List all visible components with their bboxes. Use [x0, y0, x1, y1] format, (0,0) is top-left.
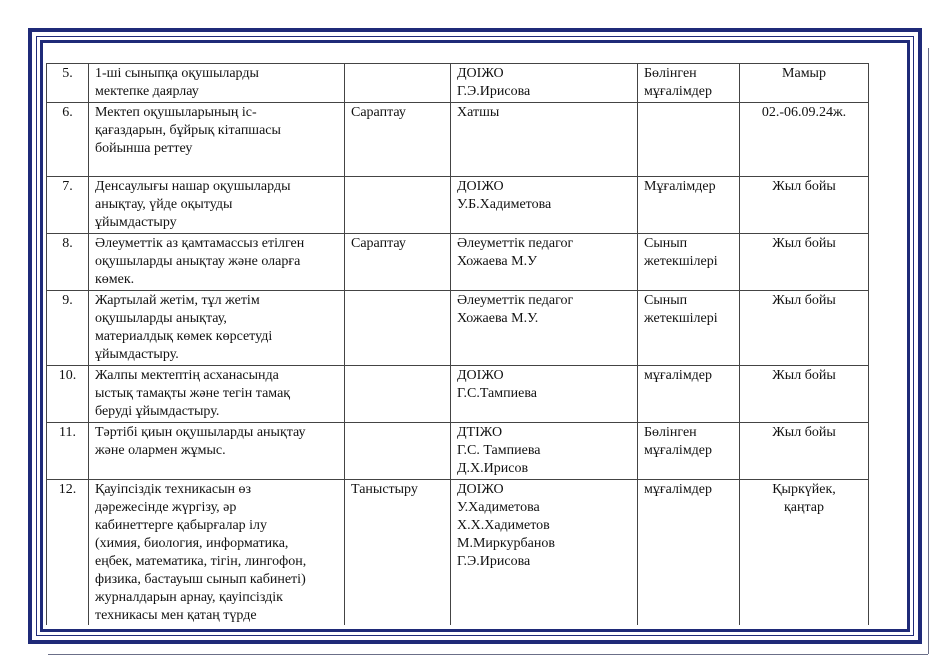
executors-cell-line: Бөлінген: [644, 66, 697, 81]
term-cell: [740, 64, 869, 103]
responsible-cell-line: Хожаева М.У: [457, 254, 537, 269]
executors-cell-line: Сынып: [644, 236, 688, 251]
task-cell-line: дәрежесінде жүргізу, әр: [95, 500, 237, 515]
task-cell-line: журналдарын арнау, қауіпсіздік: [95, 590, 283, 605]
executors-cell-line: мұғалімдер: [644, 368, 713, 383]
row-number: 8.: [47, 234, 89, 291]
table-viewport: [46, 63, 870, 625]
term-cell: [740, 423, 869, 480]
executors-cell-line: Сынып: [644, 293, 688, 308]
task-cell-line: оқушыларды анықтау,: [95, 311, 227, 326]
table-row: [47, 177, 869, 234]
task-cell-line: материалдық көмек көрсетуді: [95, 329, 273, 344]
responsible-cell-line: Г.С.Тампиева: [457, 386, 537, 401]
table-row: [47, 423, 869, 480]
row-number: 12.: [47, 480, 89, 626]
executors-cell-line: мұғалімдер: [644, 482, 713, 497]
task-cell-line: (химия, биология, информатика,: [95, 536, 289, 551]
executors-cell: [638, 234, 740, 291]
task-cell-line: оқушыларды анықтау және оларға: [95, 254, 301, 269]
responsible-cell: [451, 423, 638, 480]
task-cell-line: Әлеуметтік аз қамтамассыз етілген: [95, 236, 305, 251]
responsible-cell-line: Әлеуметтік педагог: [457, 236, 574, 251]
responsible-cell-line: Г.Э.Ирисова: [457, 84, 531, 99]
responsible-cell-line: М.Миркурбанов: [457, 536, 555, 551]
table-row: [47, 103, 869, 177]
table-row: [47, 480, 869, 626]
responsible-cell-line: У.Хадиметова: [457, 500, 540, 515]
table-row: [47, 291, 869, 366]
table-row: [47, 366, 869, 423]
responsible-cell-line: Д.Х.Ирисов: [457, 461, 529, 476]
term-cell: [740, 291, 869, 366]
task-cell-line: Жартылай жетім, тұл жетім: [95, 293, 260, 308]
row-number: 9.: [47, 291, 89, 366]
executors-cell: [638, 480, 740, 626]
responsible-cell-line: Г.С. Тампиева: [457, 443, 541, 458]
task-cell: [89, 423, 345, 480]
responsible-cell: [451, 291, 638, 366]
responsible-cell-line: Г.Э.Ирисова: [457, 554, 531, 569]
term-cell: [740, 234, 869, 291]
responsible-cell-line: Хожаева М.У.: [457, 311, 539, 326]
form-cell: Сараптау: [345, 103, 451, 177]
task-cell-line: беруді ұйымдастыру.: [95, 404, 220, 419]
work-plan-table: [46, 63, 869, 625]
table-row: [47, 64, 869, 103]
task-cell-line: 1-ші сыныпқа оқушыларды: [95, 66, 259, 81]
form-cell: Сараптау: [345, 234, 451, 291]
responsible-cell: [451, 64, 638, 103]
task-cell-line: Мектеп оқушыларының іс-: [95, 105, 257, 120]
executors-cell-line: жетекшілері: [644, 254, 718, 269]
task-cell-line: ыстық тамақты және тегін тамақ: [95, 386, 291, 401]
row-number: 5.: [47, 64, 89, 103]
responsible-cell-line: Әлеуметтік педагог: [457, 293, 574, 308]
responsible-cell-line: ДОІЖО: [457, 66, 504, 81]
executors-cell-line: жетекшілері: [644, 311, 718, 326]
row-number: 6.: [47, 103, 89, 177]
executors-cell: [638, 291, 740, 366]
term-cell: [740, 103, 869, 177]
term-cell-line: Жыл бойы: [772, 425, 836, 440]
executors-cell: [638, 177, 740, 234]
executors-cell: [638, 103, 740, 177]
responsible-cell-line: У.Б.Хадиметова: [457, 197, 552, 212]
responsible-cell: [451, 480, 638, 626]
form-cell: [345, 177, 451, 234]
form-cell: [345, 64, 451, 103]
executors-cell-line: мұғалімдер: [644, 84, 713, 99]
executors-cell: [638, 64, 740, 103]
task-cell: [89, 234, 345, 291]
page-border-bottom-line: [48, 654, 928, 655]
task-cell-line: қағаздарын, бұйрық кітапшасы: [95, 123, 281, 138]
task-cell-line: Денсаулығы нашар оқушыларды: [95, 179, 291, 194]
term-cell-line: қаңтар: [783, 500, 824, 515]
task-cell-line: мектепке даярлау: [95, 84, 199, 99]
task-cell: [89, 64, 345, 103]
task-cell-line: ұйымдастыру: [95, 215, 177, 230]
term-cell-line: Мамыр: [782, 66, 826, 81]
term-cell-line: Қыркүйек,: [772, 482, 836, 497]
task-cell-line: еңбек, математика, тігін, лингофон,: [95, 554, 307, 569]
term-cell-line: 02.-06.09.24ж.: [761, 105, 847, 120]
table-row: [47, 234, 869, 291]
task-cell-line: техникасы мен қатаң түрде: [95, 608, 257, 623]
executors-cell: [638, 366, 740, 423]
form-cell: [345, 423, 451, 480]
form-cell: Таныстыру: [345, 480, 451, 626]
task-cell: [89, 480, 345, 626]
responsible-cell: [451, 366, 638, 423]
term-cell-line: Жыл бойы: [772, 236, 836, 251]
task-cell-line: және олармен жұмыс.: [95, 443, 226, 458]
row-number: 7.: [47, 177, 89, 234]
responsible-cell-line: Х.Х.Хадиметов: [457, 518, 550, 533]
term-cell: [740, 480, 869, 626]
responsible-cell: [451, 177, 638, 234]
executors-cell-line: мұғалімдер: [644, 443, 713, 458]
task-cell-line: көмек.: [95, 272, 135, 287]
task-cell: [89, 366, 345, 423]
task-cell-line: Тәртібі қиын оқушыларды анықтау: [95, 425, 306, 440]
page-border-right-line: [928, 48, 929, 654]
form-cell: [345, 366, 451, 423]
row-number: 11.: [47, 423, 89, 480]
task-cell: [89, 103, 345, 177]
responsible-cell-line: ДТІЖО: [457, 425, 503, 440]
responsible-cell-line: ДОІЖО: [457, 482, 504, 497]
executors-cell: [638, 423, 740, 480]
responsible-cell: [451, 103, 638, 177]
form-cell: [345, 291, 451, 366]
executors-cell-line: Мұғалімдер: [644, 179, 716, 194]
task-cell: [89, 177, 345, 234]
task-cell-line: бойынша реттеу: [95, 141, 193, 156]
responsible-cell-line: ДОІЖО: [457, 179, 504, 194]
responsible-cell-line: ДОІЖО: [457, 368, 504, 383]
task-cell-line: физика, бастауыш сынып кабинеті): [95, 572, 306, 587]
executors-cell-line: Бөлінген: [644, 425, 697, 440]
term-cell-line: Жыл бойы: [772, 179, 836, 194]
term-cell: [740, 177, 869, 234]
responsible-cell: [451, 234, 638, 291]
row-number: 10.: [47, 366, 89, 423]
responsible-cell-line: Хатшы: [457, 105, 500, 120]
term-cell-line: Жыл бойы: [772, 368, 836, 383]
term-cell-line: Жыл бойы: [772, 293, 836, 308]
task-cell-line: кабинеттерге қабырғалар ілу: [95, 518, 268, 533]
task-cell-line: Жалпы мектептің асханасында: [95, 368, 279, 383]
task-cell-line: анықтау, үйде оқытуды: [95, 197, 233, 212]
task-cell-line: Қауіпсіздік техникасын өз: [95, 482, 251, 497]
task-cell-line: ұйымдастыру.: [95, 347, 179, 362]
task-cell: [89, 291, 345, 366]
term-cell: [740, 366, 869, 423]
